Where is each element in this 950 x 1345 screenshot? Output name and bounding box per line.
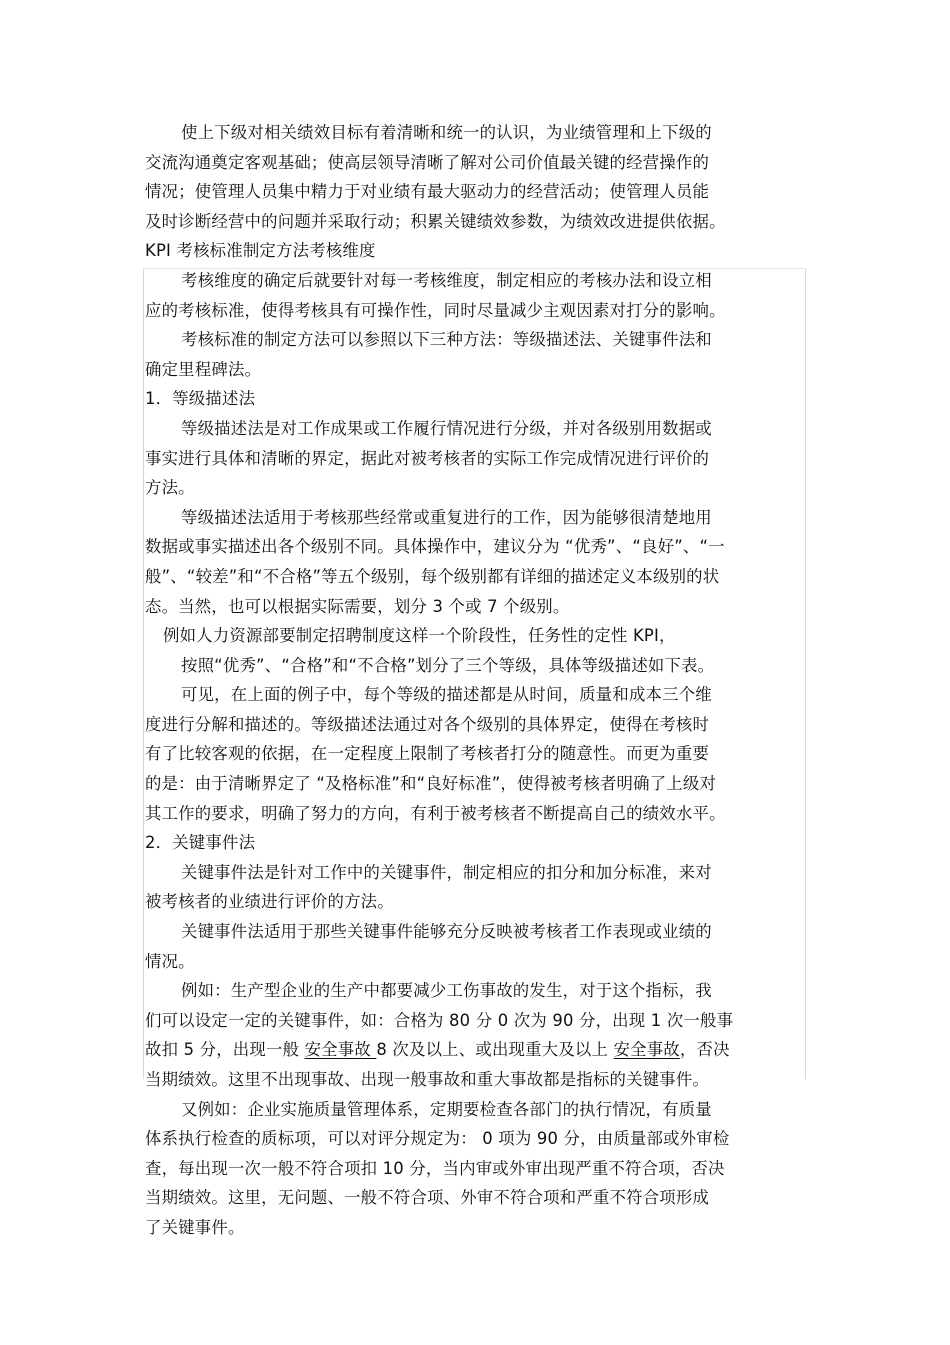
text-span: 例如人力资源部要制定招聘制度这样一个阶段性，任务性的定性 KPI， [163, 626, 676, 646]
text-span: 方法。 [145, 478, 195, 498]
text-line [145, 1124, 805, 1154]
text-line [145, 562, 805, 592]
text-span: 8 次及以上、或出现重大及以上 [376, 1040, 614, 1060]
text-span: 等级描述法是对工作成果或工作履行情况进行分级，并对各级别用数据或 [181, 418, 712, 438]
text-line [145, 325, 805, 355]
text-line [145, 828, 805, 858]
text-span: 度进行分解和描述的。等级描述法通过对各个级别的具体界定，使得在考核时 [145, 714, 710, 734]
text-span: 确定里程碑法。 [145, 359, 262, 379]
text-line [145, 1213, 805, 1243]
text-line [145, 296, 805, 326]
text-line [145, 976, 805, 1006]
text-span: 数据或事实描述出各个级别不同。具体操作中，建议分为 “优秀”、“良好”、“一 [145, 537, 725, 557]
text-span: 事实进行具体和清晰的界定，据此对被考核者的实际工作完成情况进行评价的 [145, 448, 710, 468]
text-span: 的是：由于清晰界定了 “及格标准”和“良好标准”，使得被考核者明确了上级对 [145, 774, 717, 794]
text-line [145, 236, 805, 266]
text-line [145, 473, 805, 503]
text-span: 们可以设定一定的关键事件，如：合格为 80 分 0 次为 90 分，出现 1 次一般事 [145, 1010, 734, 1030]
text-line [145, 1154, 805, 1184]
text-line [145, 799, 805, 829]
text-span: 交流沟通奠定客观基础；使高层领导清晰了解对公司价值最关键的经营操作的 [145, 152, 710, 172]
text-line [145, 858, 805, 888]
text-line [145, 651, 805, 681]
text-line [145, 887, 805, 917]
text-line [145, 266, 805, 296]
text-span: 关键事件法是针对工作中的关键事件，制定相应的扣分和加分标准，来对 [181, 862, 712, 882]
text-line [145, 503, 805, 533]
text-span: 当期绩效。这里，无问题、一般不符合项、外审不符合项和严重不符合项形成 [145, 1188, 710, 1208]
text-span: 可见，在上面的例子中，每个等级的描述都是从时间，质量和成本三个维 [181, 685, 712, 705]
text-span: 态。当然，也可以根据实际需要，划分 3 个或 7 个级别。 [145, 596, 570, 616]
text-span: 了关键事件。 [145, 1217, 245, 1237]
text-span: 考核标准的制定方法可以参照以下三种方法：等级描述法、关键事件法和 [181, 330, 712, 350]
text-line [145, 1065, 805, 1095]
text-line [145, 592, 805, 622]
text-span: 情况。 [145, 951, 195, 971]
text-line [145, 355, 805, 385]
text-span: 2．关键事件法 [145, 833, 256, 853]
text-span: 考核维度的确定后就要针对每一考核维度，制定相应的考核办法和设立相 [181, 270, 712, 290]
text-line [145, 917, 805, 947]
text-span: 故扣 5 分，出现一般 [145, 1040, 305, 1060]
document-body [145, 118, 805, 1243]
text-span: 体系执行检查的质标项，可以对评分规定为： 0 项为 90 分，由质量部或外审检 [145, 1129, 730, 1149]
text-line [145, 1183, 805, 1213]
text-span: 当期绩效。这里不出现事故、出现一般事故和重大事故都是指标的关键事件。 [145, 1070, 710, 1089]
text-span: KPI 考核标准制定方法考核维度 [145, 241, 376, 261]
text-line [145, 118, 805, 148]
text-line [145, 621, 805, 651]
underlined-text: 安全事故 [304, 1040, 377, 1060]
text-line [145, 710, 805, 740]
text-span: 情况；使管理人员集中精力于对业绩有最大驱动力的经营活动；使管理人员能 [145, 182, 710, 202]
text-line [145, 414, 805, 444]
text-span: 例如：生产型企业的生产中都要减少工伤事故的发生，对于这个指标，我 [181, 981, 712, 1001]
text-span: 其工作的要求，明确了努力的方向，有利于被考核者不断提高自己的绩效水平。 [145, 803, 726, 823]
text-line [145, 207, 805, 237]
text-span: 1．等级描述法 [145, 389, 256, 409]
text-line [145, 680, 805, 710]
text-span: ，否决 [679, 1040, 730, 1060]
text-line [145, 1006, 805, 1036]
text-span: 及时诊断经营中的问题并采取行动；积累关键绩效参数，为绩效改进提供依据。 [145, 211, 726, 231]
text-line [145, 532, 805, 562]
text-line [145, 769, 805, 799]
text-span: 有了比较客观的依据，在一定程度上限制了考核者打分的随意性。而更为重要 [145, 744, 710, 764]
text-span: 被考核者的业绩进行评价的方法。 [145, 892, 394, 912]
text-span: 应的考核标准，使得考核具有可操作性，同时尽量减少主观因素对打分的影响。 [145, 300, 726, 320]
text-line [145, 384, 805, 414]
text-line [145, 177, 805, 207]
text-span: 等级描述法适用于考核那些经常或重复进行的工作，因为能够很清楚地用 [181, 507, 712, 527]
text-span: 按照“优秀”、“合格”和“不合格”划分了三个等级，具体等级描述如下表。 [181, 655, 715, 675]
text-line [145, 947, 805, 977]
text-line [145, 739, 805, 769]
text-span: 查，每出现一次一般不符合项扣 10 分，当内审或外审出现严重不符合项，否决 [145, 1158, 725, 1178]
text-line [145, 1095, 805, 1125]
text-span: 又例如：企业实施质量管理体系，定期要检查各部门的执行情况，有质量 [181, 1099, 712, 1119]
text-line [145, 148, 805, 178]
text-span: 关键事件法适用于那些关键事件能够充分反映被考核者工作表现或业绩的 [181, 922, 712, 942]
text-line [145, 444, 805, 474]
text-line [145, 1035, 805, 1065]
text-span: 般”、“较差”和“不合格”等五个级别，每个级别都有详细的描述定义本级别的状 [145, 566, 720, 586]
underlined-text: 安全事故 [613, 1040, 680, 1060]
text-span: 使上下级对相关绩效目标有着清晰和统一的认识，为业绩管理和上下级的 [181, 123, 712, 142]
